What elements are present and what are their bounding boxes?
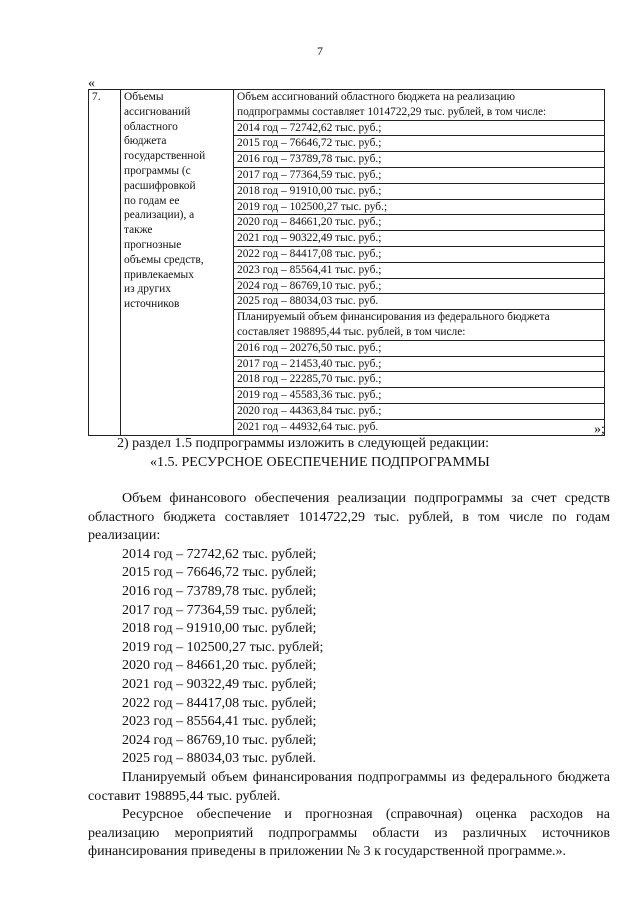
body-text	[88, 490, 610, 862]
label-line: государственной	[124, 150, 206, 163]
regional-line: 2025 год – 88034,03 тыс. руб.	[234, 294, 604, 310]
row-value-cell	[234, 90, 605, 436]
list-item: 2015 год – 76646,72 тыс. рублей;	[122, 565, 317, 581]
label-line: реализации), а	[124, 209, 195, 222]
list-item: 2016 год – 73789,78 тыс. рублей;	[122, 583, 317, 599]
label-line: прогнозные	[124, 238, 182, 251]
open-quote: «	[88, 76, 95, 91]
regional-line: 2019 год – 102500,27 тыс. руб.;	[234, 200, 604, 216]
label-line: программы (с	[124, 164, 191, 177]
list-item: 2019 год – 102500,27 тыс. рублей;	[122, 639, 324, 655]
regional-line: 2021 год – 90322,49 тыс. руб.;	[234, 231, 604, 247]
list-item: 2021 год – 90322,49 тыс. рублей;	[122, 676, 317, 692]
label-line: также	[124, 224, 153, 237]
federal-line: составляет 198895,44 тыс. рублей, в том числе:	[234, 325, 604, 341]
label-line: расшифровкой	[124, 179, 196, 192]
label-line: источников	[124, 298, 180, 311]
regional-line: 2022 год – 84417,08 тыс. руб.;	[234, 247, 604, 263]
label-line: по годам ее	[124, 194, 180, 207]
regional-line: 2023 год – 85564,41 тыс. руб.;	[234, 263, 604, 279]
page-number: 7	[317, 44, 323, 58]
list-item: 2020 год – 84661,20 тыс. рублей;	[122, 658, 317, 674]
label-line: привлекаемых	[124, 268, 194, 281]
budget-table	[88, 89, 605, 436]
list-item: 2017 год – 77364,59 тыс. рублей;	[122, 602, 317, 618]
federal-paragraph: Планируемый объем финансирования подпрограммы из федерального бюджета составит 198895,44 тыс. рублей.	[88, 769, 610, 804]
row-label-cell	[121, 90, 234, 436]
label-line: объемы средств,	[124, 253, 204, 266]
regional-line: 2018 год – 91910,00 тыс. руб.;	[234, 184, 604, 200]
section-heading: «1.5. РЕСУРСНОЕ ОБЕСПЕЧЕНИЕ ПОДПРОГРАММЫ	[150, 455, 490, 470]
label-line: областного	[124, 120, 178, 133]
section-intro: 2) раздел 1.5 подпрограммы изложить в следующей редакции:	[117, 436, 490, 451]
label-line: бюджета	[124, 135, 167, 148]
federal-line: 2019 год – 45583,36 тыс. руб.;	[234, 388, 604, 404]
federal-line: 2016 год – 20276,50 тыс. руб.;	[234, 341, 604, 357]
row-number-cell	[89, 90, 121, 436]
regional-line: 2020 год – 84661,20 тыс. руб.;	[234, 215, 604, 231]
regional-budget-block	[237, 90, 601, 310]
list-item: 2014 год – 72742,62 тыс. рублей;	[122, 546, 317, 562]
regional-line: Объем ассигнований областного бюджета на реализацию	[237, 91, 515, 103]
label-line: ассигнований	[124, 105, 191, 118]
federal-line: 2018 год – 22285,70 тыс. руб.;	[234, 372, 604, 388]
year-list	[88, 546, 610, 769]
row-label	[124, 90, 230, 312]
regional-line: 2017 год – 77364,59 тыс. руб.;	[234, 168, 604, 184]
federal-budget-block	[237, 310, 601, 434]
list-item: 2018 год – 91910,00 тыс. рублей;	[122, 621, 317, 637]
close-quote: »;	[594, 422, 605, 437]
row-number: 7.	[92, 91, 101, 103]
regional-line: подпрограммы составляет 1014722,29 тыс. рублей, в том числе:	[234, 105, 604, 121]
table-row	[89, 90, 605, 436]
regional-line: 2024 год – 86769,10 тыс. руб.;	[234, 279, 604, 295]
federal-line: 2020 год – 44363,84 тыс. руб.;	[234, 404, 604, 420]
label-line: Объемы	[124, 91, 164, 103]
federal-line: 2017 год – 21453,40 тыс. руб.;	[234, 357, 604, 373]
label-line: из других	[124, 283, 171, 296]
regional-line: 2015 год – 76646,72 тыс. руб.;	[234, 136, 604, 152]
list-item: 2024 год – 86769,10 тыс. рублей;	[122, 732, 317, 748]
closing-paragraph: Ресурсное обеспечение и прогнозная (справочная) оценка расходов на реализацию мероприятий подпрограммы области из различных источников финансирования приведены в приложении № 3 к государственной программе.».	[88, 807, 610, 860]
regional-line: 2016 год – 73789,78 тыс. руб.;	[234, 152, 604, 168]
federal-line: 2021 год – 44932,64 тыс. руб.	[237, 420, 379, 433]
intro-paragraph: Объем финансового обеспечения реализации подпрограммы за счет средств областного бюджета составляет 1014722,29 тыс. рублей, в том числе по годам реализации:	[88, 491, 610, 544]
federal-line: Планируемый объем финансирования из федерального бюджета	[237, 311, 550, 324]
list-item: 2025 год – 88034,03 тыс. рублей.	[122, 751, 316, 767]
list-item: 2022 год – 84417,08 тыс. рублей;	[122, 695, 317, 711]
list-item: 2023 год – 85564,41 тыс. рублей;	[122, 714, 317, 730]
regional-line: 2014 год – 72742,62 тыс. руб.;	[234, 121, 604, 137]
